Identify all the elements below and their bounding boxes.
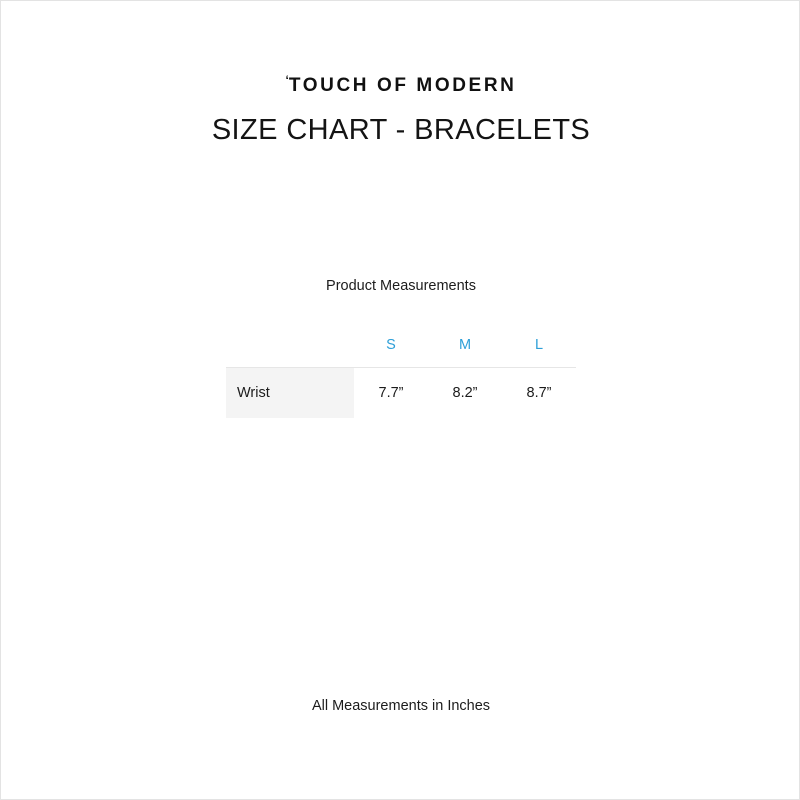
measurements-table-wrapper: [226, 323, 576, 418]
section-label: Product Measurements: [326, 278, 476, 294]
brand-name: TOUCH OF MODERN: [288, 75, 517, 96]
row-label-wrist: Wrist: [226, 368, 354, 419]
measurements-table: [226, 323, 576, 418]
table-header-row: [226, 323, 576, 368]
table-row: [226, 368, 576, 419]
footer-note: All Measurements in Inches: [311, 698, 491, 714]
column-header-s: S: [354, 323, 428, 368]
column-header-l: L: [502, 323, 576, 368]
column-header-m: M: [428, 323, 502, 368]
column-header-row-label: [226, 323, 354, 368]
brand-tick-mark: ‘: [285, 73, 289, 87]
cell-wrist-m: 8.2”: [428, 368, 502, 419]
table-body: [226, 368, 576, 419]
table-head: [226, 323, 576, 368]
cell-wrist-l: 8.7”: [502, 368, 576, 419]
cell-wrist-s: 7.7”: [354, 368, 428, 419]
page-title: SIZE CHART - BRACELETS: [211, 114, 591, 146]
brand-wordmark: [1, 73, 800, 97]
